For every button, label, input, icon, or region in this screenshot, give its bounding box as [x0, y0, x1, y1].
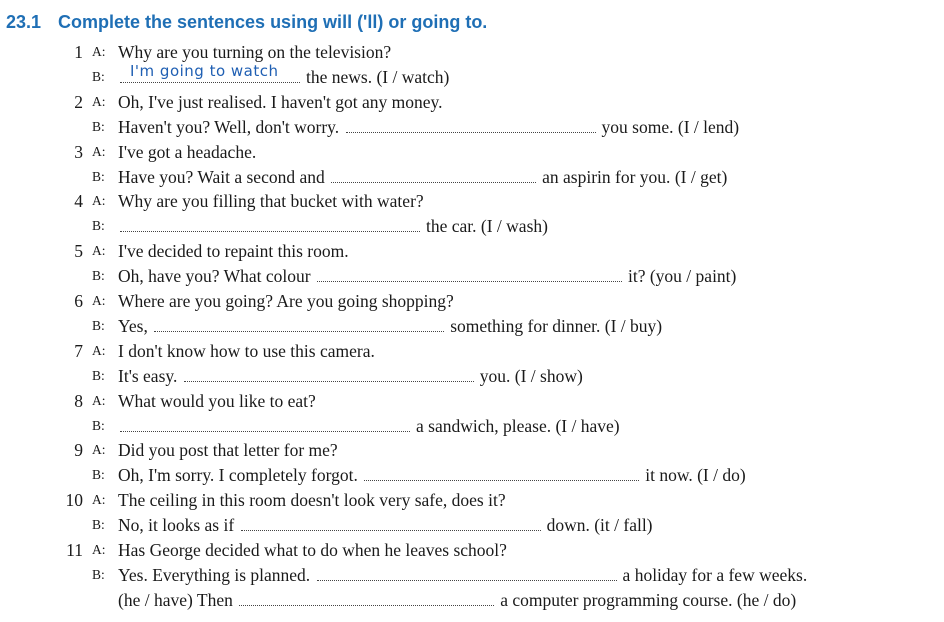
verb-hint: (he / do)	[736, 589, 797, 610]
handwritten-answer: I'm going to watch	[130, 61, 279, 80]
sentence-text	[118, 165, 727, 189]
speaker-b-text: (he / have) Then	[118, 589, 238, 610]
speaker-a-text: Has George decided what to do when he leaves school?	[118, 540, 507, 560]
speaker-b-text: the news.	[306, 66, 377, 87]
answer-blank[interactable]	[154, 315, 444, 332]
answer-blank[interactable]	[364, 464, 639, 481]
question-number: 8	[74, 390, 83, 411]
question-number: 7	[74, 340, 83, 361]
speaker-a-text: I've got a headache.	[118, 141, 257, 162]
speaker-b-text: you some.	[601, 116, 678, 137]
sentence-text	[118, 538, 507, 562]
answer-blank[interactable]	[120, 61, 300, 83]
speaker-b-text: a computer programming course.	[500, 589, 737, 610]
verb-hint: (I / buy)	[604, 315, 663, 336]
speaker-label: B:	[92, 268, 105, 284]
speaker-b-text: down.	[546, 515, 595, 536]
verb-hint: (I / get)	[674, 166, 728, 187]
question-number: 6	[74, 291, 83, 311]
speaker-b-text: an aspirin for you.	[542, 166, 675, 187]
speaker-b-text: the car.	[426, 216, 481, 237]
question-number: 3	[74, 141, 83, 162]
speaker-label: B:	[92, 168, 105, 184]
speaker-label: A:	[92, 93, 106, 109]
sentence-text	[118, 364, 583, 388]
question-number: 1	[74, 42, 83, 62]
speaker-a-text: The ceiling in this room doesn't look very safe, does it?	[118, 490, 506, 511]
speaker-b-text: Have you? Wait a second and	[118, 166, 330, 187]
answer-blank[interactable]	[120, 215, 420, 232]
speaker-a-text: Oh, I've just realised. I haven't got any money.	[118, 91, 443, 112]
answer-blank[interactable]	[184, 365, 474, 382]
sentence-text	[118, 264, 736, 288]
speaker-b-text: Yes,	[118, 315, 153, 336]
sentence-text	[118, 214, 548, 238]
speaker-b-text: a holiday for a few weeks.	[622, 564, 808, 585]
sentence-text	[118, 289, 454, 313]
speaker-b-text: Oh, have you? What colour	[118, 266, 315, 287]
sentence-text	[118, 189, 424, 213]
sentence-text	[118, 115, 739, 139]
speaker-a-text: Where are you going? Are you going shopping?	[118, 291, 454, 311]
speaker-b-text: Haven't you? Well, don't worry.	[118, 116, 344, 137]
question-number: 4	[74, 191, 83, 212]
sentence-text	[118, 438, 338, 462]
speaker-b-text: It's easy.	[118, 365, 182, 386]
speaker-b-text: Yes. Everything is planned.	[118, 564, 315, 585]
sentence-text	[118, 389, 316, 413]
speaker-label: B:	[92, 118, 105, 134]
speaker-label: A:	[92, 442, 106, 458]
sentence-text	[118, 513, 653, 537]
verb-hint: (I / wash)	[480, 216, 548, 237]
speaker-label: A:	[92, 342, 106, 358]
speaker-b-text: a sandwich, please.	[416, 415, 556, 436]
sentence-text	[118, 239, 349, 263]
sentence-text	[118, 61, 450, 89]
speaker-label: A:	[92, 293, 106, 308]
speaker-b-text: it?	[627, 266, 650, 287]
sentence-text	[118, 140, 256, 164]
exercise-number: 23.1	[6, 12, 42, 32]
speaker-a-text: What would you like to eat?	[118, 390, 316, 411]
answer-blank[interactable]	[317, 564, 617, 581]
speaker-label: A:	[92, 44, 106, 59]
answer-blank[interactable]	[346, 116, 596, 133]
exercise-instruction: Complete the sentences using will ('ll) or going to.	[58, 12, 488, 32]
speaker-label: B:	[92, 467, 105, 483]
speaker-label: A:	[92, 392, 106, 408]
speaker-label: B:	[92, 68, 105, 84]
speaker-a-text: Did you post that letter for me?	[118, 440, 338, 461]
speaker-b-text: it now.	[645, 465, 698, 486]
sentence-text	[118, 463, 746, 487]
verb-hint: (I / do)	[697, 465, 746, 486]
sentence-text	[118, 488, 506, 512]
answer-blank[interactable]	[241, 514, 541, 531]
speaker-label: B:	[92, 317, 105, 333]
question-number: 2	[74, 91, 83, 112]
sentence-text	[118, 339, 375, 363]
exercise-heading	[6, 12, 487, 33]
speaker-b-text: No, it looks as if	[118, 515, 239, 536]
speaker-b-text: you.	[479, 365, 515, 386]
verb-hint: (you / paint)	[649, 266, 737, 287]
question-number: 5	[74, 241, 83, 262]
speaker-label: A:	[92, 143, 106, 159]
speaker-label: B:	[92, 367, 105, 383]
sentence-text	[118, 414, 620, 438]
speaker-a-text: Why are you turning on the television?	[118, 42, 392, 62]
speaker-label: B:	[92, 517, 105, 533]
verb-hint: (it / fall)	[594, 515, 653, 536]
verb-hint: (I / show)	[514, 365, 583, 386]
speaker-label: B:	[92, 417, 105, 433]
speaker-label: A:	[92, 542, 106, 557]
verb-hint: (I / watch)	[376, 66, 450, 87]
speaker-label: A:	[92, 492, 106, 508]
sentence-text	[118, 588, 796, 612]
verb-hint: (I / lend)	[677, 116, 740, 137]
speaker-a-text: I don't know how to use this camera.	[118, 340, 375, 361]
question-number: 11	[66, 540, 83, 560]
answer-blank[interactable]	[331, 166, 536, 183]
speaker-b-text: Oh, I'm sorry. I completely forgot.	[118, 465, 363, 486]
question-number: 9	[74, 440, 83, 461]
sentence-text	[118, 563, 807, 587]
speaker-label: A:	[92, 243, 106, 259]
question-number: 10	[65, 490, 83, 511]
speaker-b-text: something for dinner.	[450, 315, 605, 336]
speaker-a-text: I've decided to repaint this room.	[118, 241, 349, 262]
speaker-label: A:	[92, 193, 106, 209]
verb-hint: (I / have)	[555, 415, 620, 436]
speaker-a-text: Why are you filling that bucket with water?	[118, 191, 424, 212]
answer-blank[interactable]	[120, 415, 410, 432]
speaker-label: B:	[92, 566, 105, 582]
sentence-text	[118, 90, 442, 114]
sentence-text	[118, 314, 662, 338]
speaker-label: B:	[92, 218, 105, 234]
answer-blank[interactable]	[239, 589, 494, 606]
answer-blank[interactable]	[317, 265, 622, 282]
